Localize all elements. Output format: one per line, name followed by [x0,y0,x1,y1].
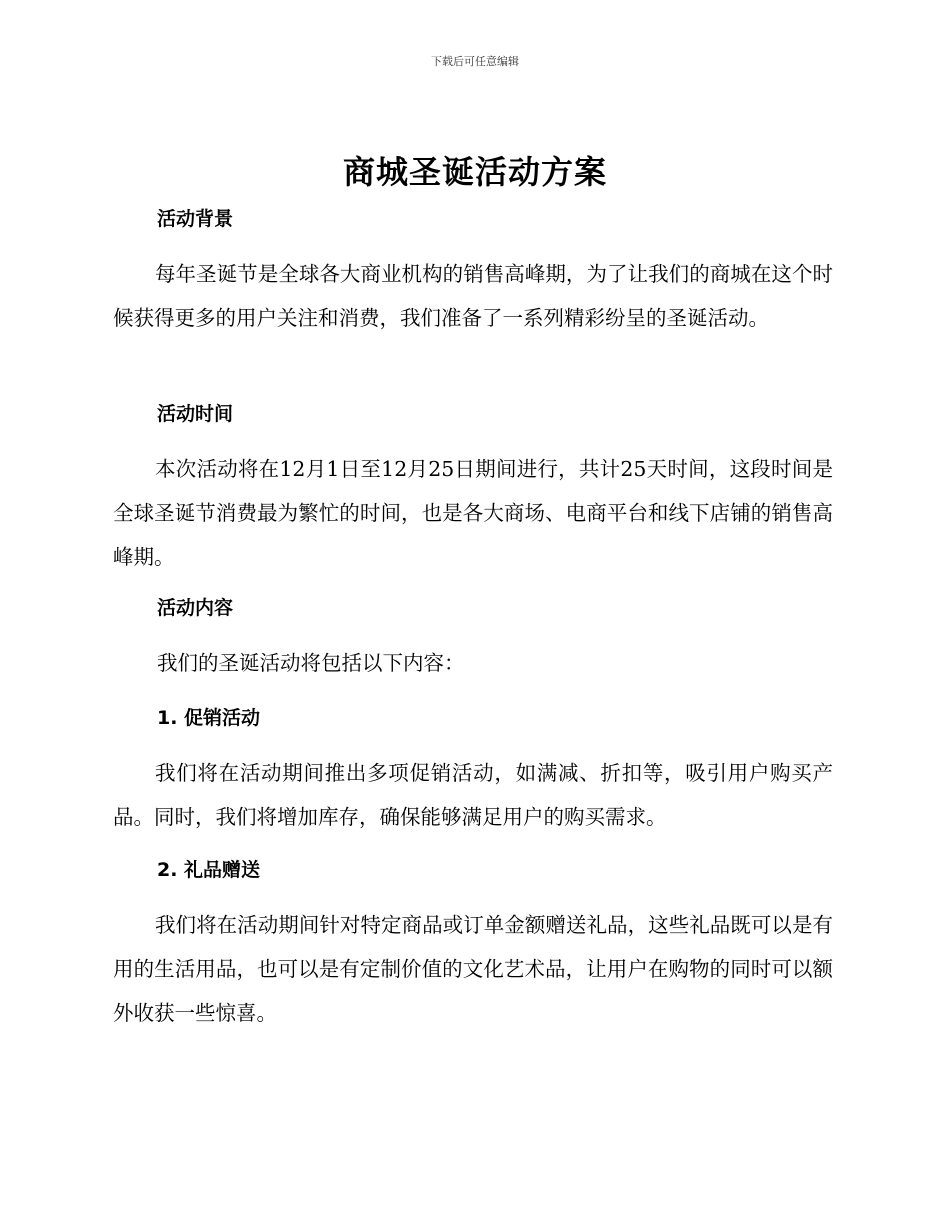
page-header-note: 下载后可任意编辑 [431,55,519,68]
section-text-content-intro: 我们的圣诞活动将包括以下内容： [157,651,465,675]
subsection-text-gift: 我们将在活动期间针对特定商品或订单金额赠送礼品，这些礼品既可以是有用的生活用品，也可以是有定制价值的文化艺术品，让用户在购物的同时可以额外收获一些惊喜。 [113,913,833,1025]
section-heading-time: 活动时间 [157,403,234,425]
section-heading-background: 活动背景 [157,208,234,230]
subsection-heading-gift: 2. 礼品赠送 [157,859,261,881]
section-text-time: 本次活动将在12月1日至12月25日期间进行，共计25天时间，这段时间是全球圣诞节消费最为繁忙的时间，也是各大商场、电商平台和线下店铺的销售高峰期。 [113,457,833,569]
document-title: 商城圣诞活动方案 [342,153,607,191]
section-heading-content: 活动内容 [157,597,234,619]
section-text-background: 每年圣诞节是全球各大商业机构的销售高峰期，为了让我们的商城在这个时候获得更多的用户关注和消费，我们准备了一系列精彩纷呈的圣诞活动。 [113,262,833,330]
subsection-text-promo: 我们将在活动期间推出多项促销活动，如满减、折扣等，吸引用户购买产品。同时，我们将增加库存，确保能够满足用户的购买需求。 [113,761,833,829]
subsection-heading-promo: 1. 促销活动 [157,707,261,729]
